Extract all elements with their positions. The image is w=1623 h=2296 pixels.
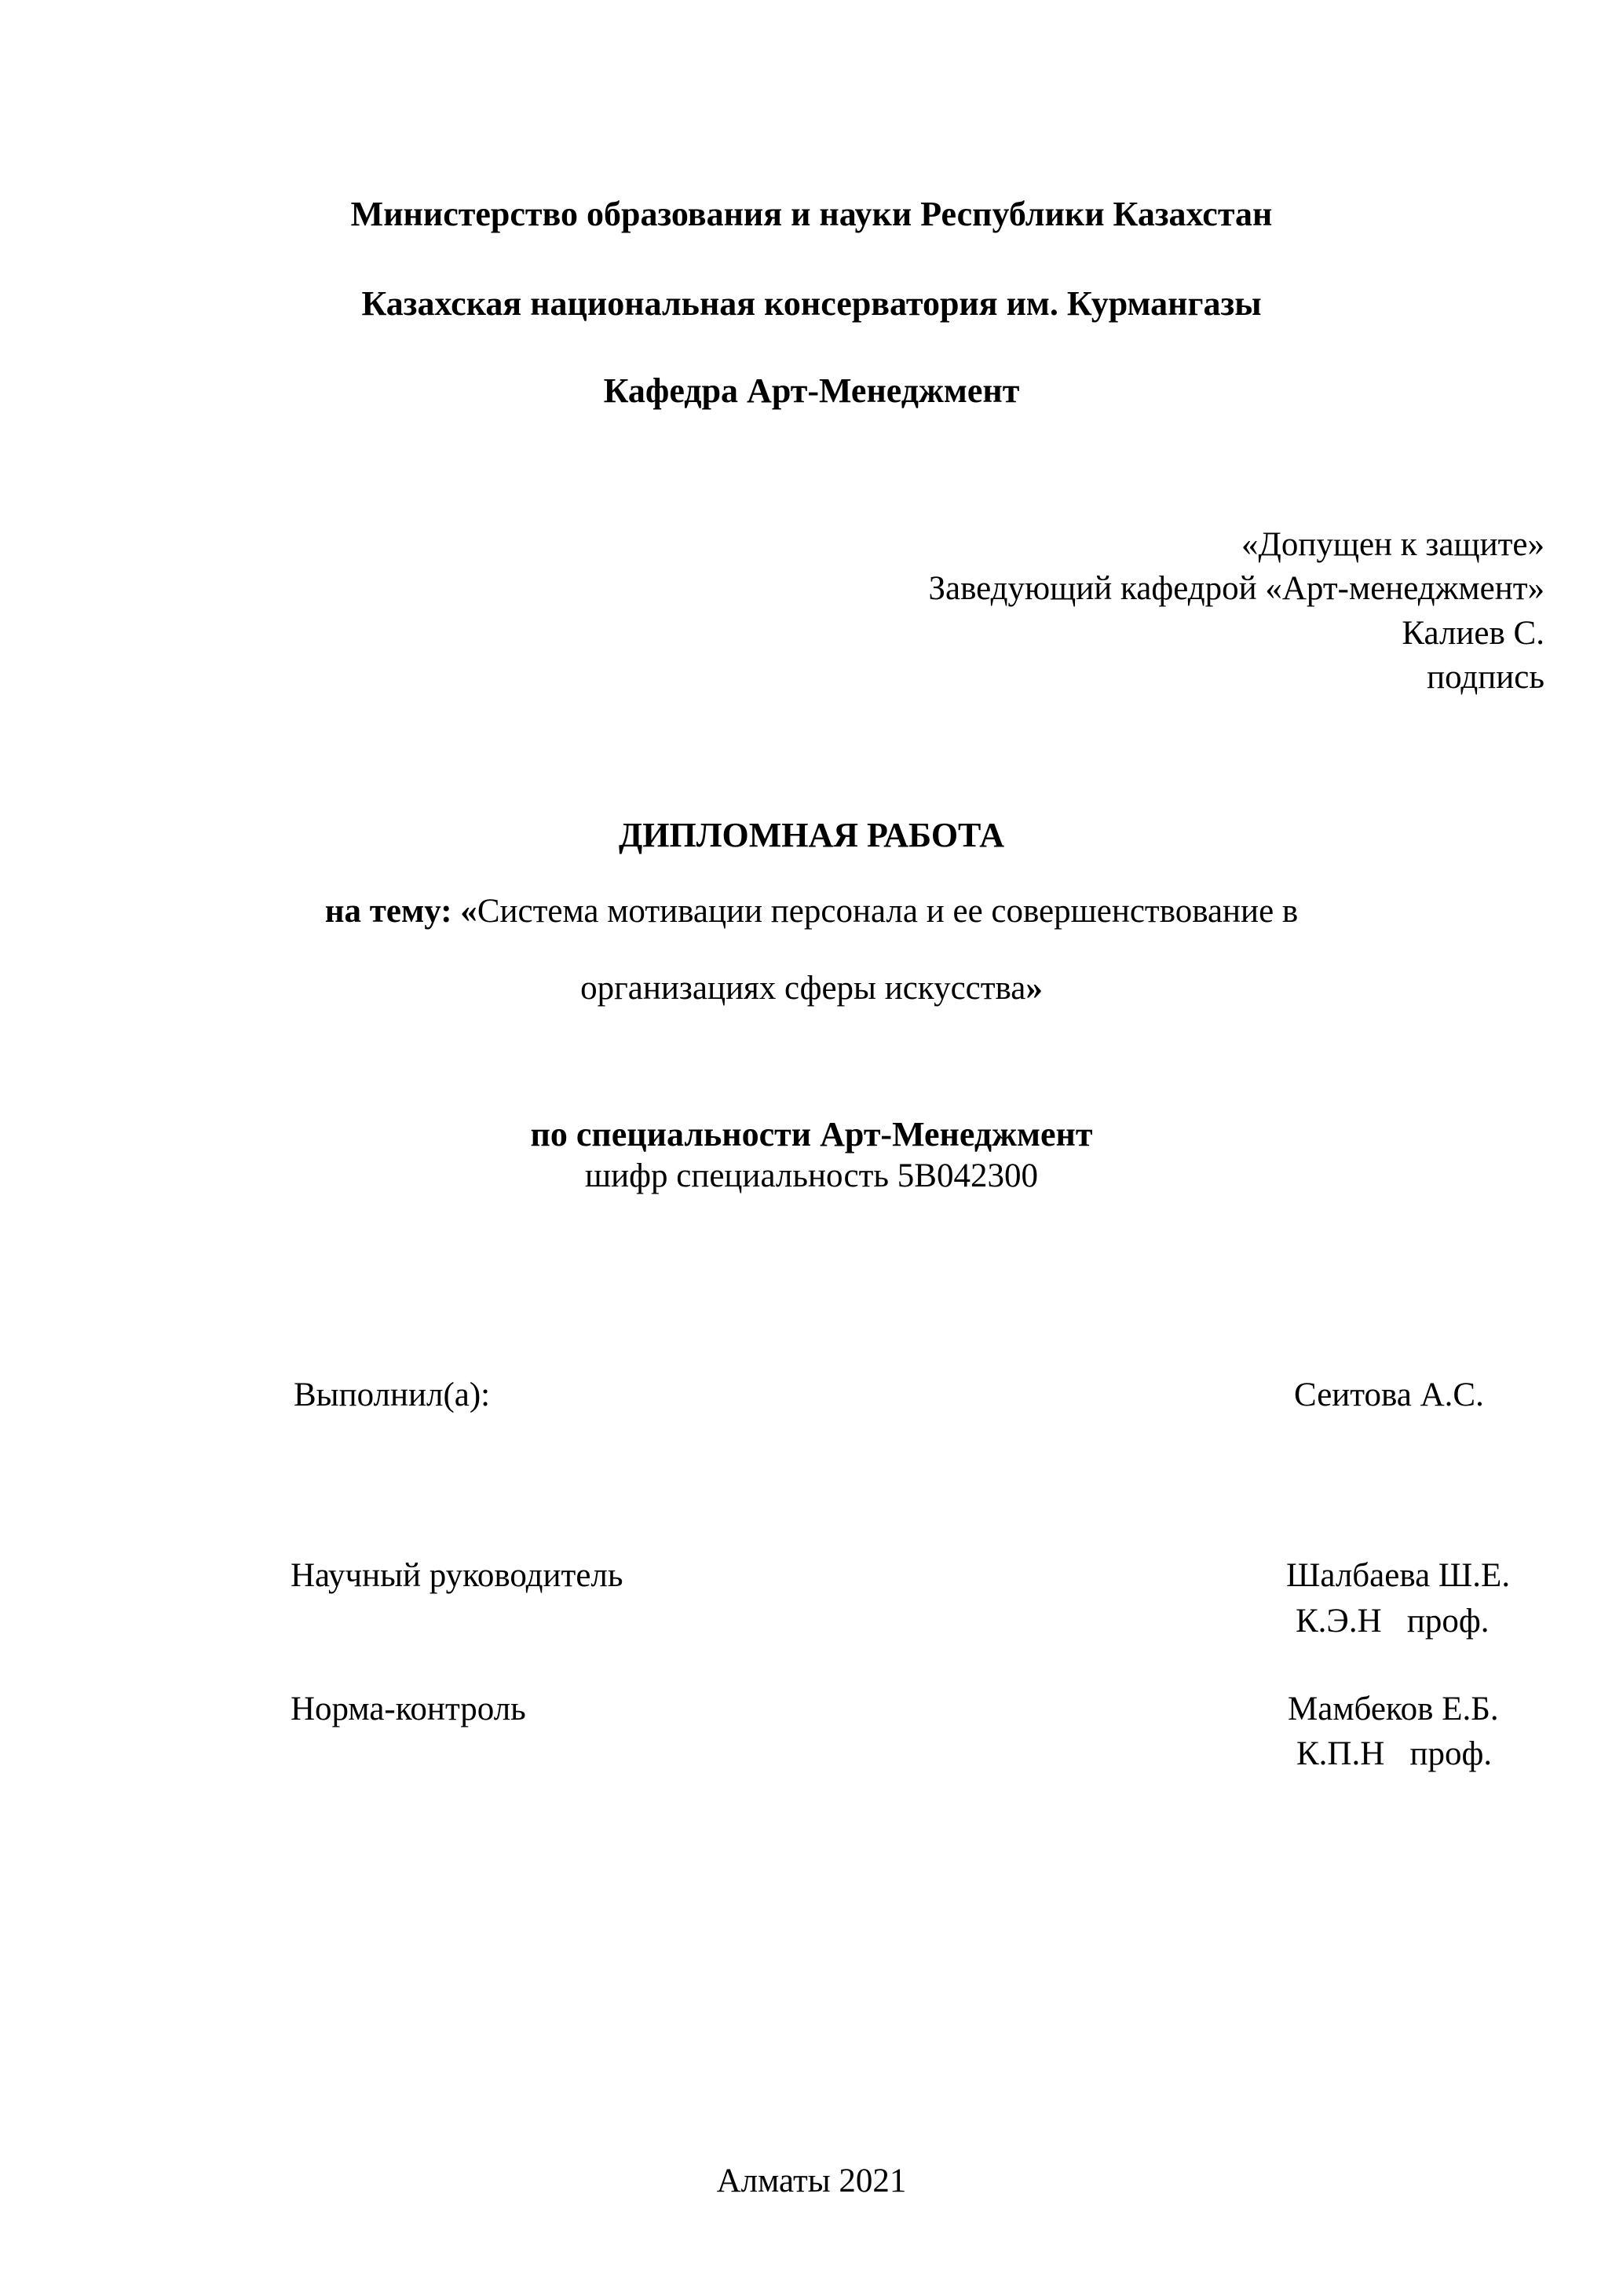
approval-head-position: Заведующий кафедрой «Арт-менеджмент» xyxy=(928,570,1544,607)
institution-heading: Казахская национальная консерватория им. Курмангазы xyxy=(361,284,1262,323)
supervisor-label: Научный руководитель xyxy=(291,1557,623,1594)
thesis-topic-line1 xyxy=(0,891,1623,932)
approval-signature-label: подпись xyxy=(1427,659,1544,696)
approval-admitted: «Допущен к защите» xyxy=(1241,526,1544,563)
author-label: Выполнил(а): xyxy=(294,1377,491,1413)
topic-close: » xyxy=(1025,970,1043,1007)
norm-control-name: Мамбеков Е.Б. xyxy=(1288,1691,1499,1727)
norm-control-title: К.П.Н проф. xyxy=(1296,1735,1493,1772)
author-name: Сеитова А.С. xyxy=(1294,1377,1484,1413)
supervisor-name: Шалбаева Ш.Е. xyxy=(1286,1557,1511,1594)
thesis-topic-line2 xyxy=(0,968,1623,1009)
topic-text-line2: организациях сферы искусства xyxy=(580,970,1026,1007)
norm-control-label: Норма-контроль xyxy=(291,1691,526,1727)
topic-prefix: на тему: « xyxy=(324,893,477,930)
ministry-heading: Министерство образования и науки Республики Казахстан xyxy=(350,195,1273,233)
thesis-title: ДИПЛОМНАЯ РАБОТА xyxy=(618,816,1004,854)
approval-head-name: Калиев С. xyxy=(1402,615,1544,652)
department-heading: Кафедра Арт-Менеджмент xyxy=(603,371,1020,410)
supervisor-title: К.Э.Н проф. xyxy=(1296,1603,1490,1640)
city-year: Алматы 2021 xyxy=(716,2163,907,2199)
specialty-code: шифр специальность 5В042300 xyxy=(585,1157,1038,1194)
specialty-label: по специальности Арт-Менеджмент xyxy=(530,1115,1093,1153)
topic-text-line1: Система мотивации персонала и ее совершенствование в xyxy=(477,893,1299,930)
